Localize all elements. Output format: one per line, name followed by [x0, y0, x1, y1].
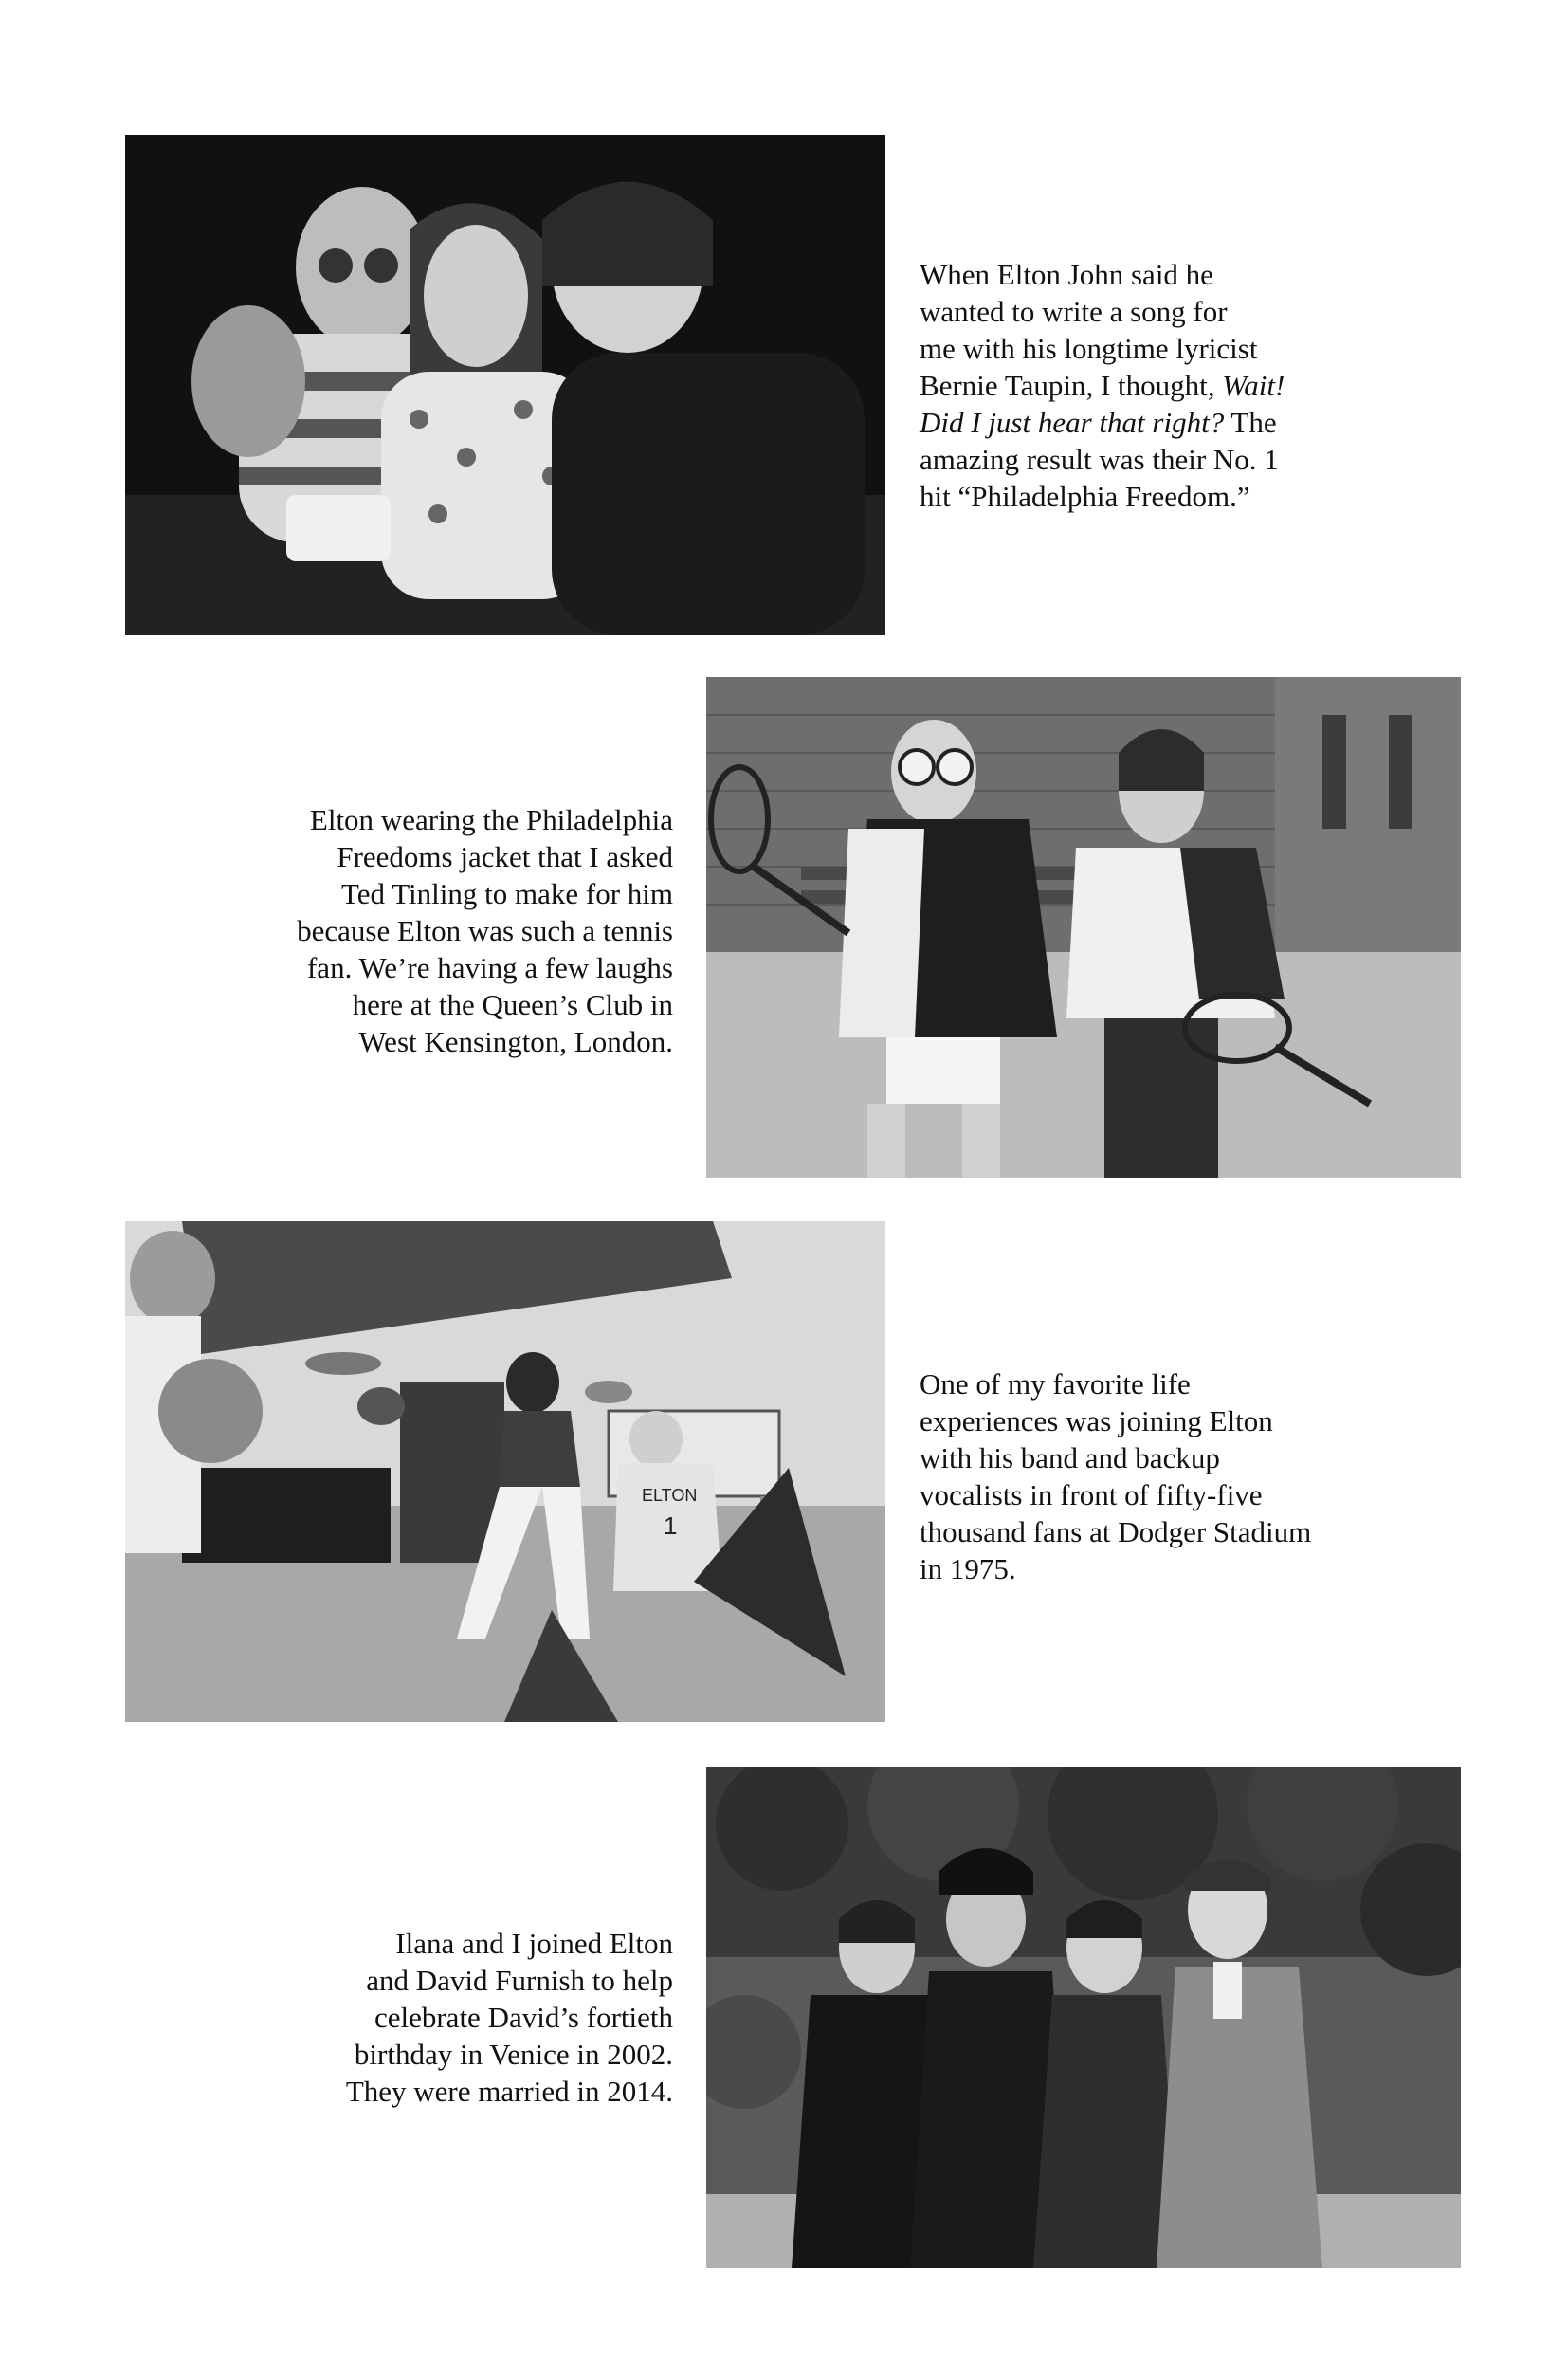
- caption-line: vocalists in front of fifty-five: [920, 1478, 1263, 1511]
- photo-venice-group: [706, 1767, 1461, 2268]
- caption-line: Elton wearing the Philadelphia: [309, 803, 673, 836]
- caption-line: celebrate David’s fortieth: [374, 2001, 673, 2034]
- caption-line: Ted Tinling to make for him: [340, 877, 673, 910]
- caption-line: When Elton John said he: [920, 258, 1213, 291]
- caption-line: wanted to write a song for: [920, 295, 1228, 328]
- caption-line: One of my favorite life: [920, 1367, 1191, 1401]
- jersey-number-text: 1: [664, 1511, 678, 1540]
- caption-line: Did I just hear that right? The: [920, 406, 1277, 439]
- photo-dodger-stadium-stage: [125, 1221, 885, 1722]
- caption-line: fan. We’re having a few laughs: [306, 951, 673, 984]
- caption-line: here at the Queen’s Club in: [352, 988, 673, 1021]
- caption-line: amazing result was their No. 1: [920, 443, 1279, 476]
- caption-line: experiences was joining Elton: [920, 1404, 1273, 1437]
- photo-queens-club-tennis: [706, 677, 1461, 1178]
- caption-line: Bernie Taupin, I thought, Wait!: [920, 369, 1285, 402]
- caption-line: with his band and backup: [920, 1441, 1220, 1474]
- caption-dodger-stadium: [920, 1365, 1412, 1587]
- caption-line: Freedoms jacket that I asked: [337, 840, 673, 873]
- caption-line: because Elton was such a tennis: [297, 914, 673, 947]
- caption-philadelphia-freedom: [920, 256, 1412, 515]
- caption-line: They were married in 2014.: [345, 2075, 673, 2108]
- caption-line: West Kensington, London.: [358, 1025, 673, 1058]
- caption-line: in 1975.: [920, 1552, 1016, 1585]
- caption-line: me with his longtime lyricist: [920, 332, 1258, 365]
- caption-line: hit “Philadelphia Freedom.”: [920, 480, 1250, 513]
- jersey-name-text: ELTON: [642, 1486, 698, 1505]
- caption-line: Ilana and I joined Elton: [395, 1927, 673, 1960]
- caption-queens-club: [190, 801, 673, 1060]
- caption-line: and David Furnish to help: [366, 1964, 673, 1997]
- caption-line: thousand fans at Dodger Stadium: [920, 1515, 1312, 1548]
- caption-line: birthday in Venice in 2002.: [354, 2038, 673, 2071]
- caption-venice: [228, 1925, 673, 2110]
- photo-elton-billie-bernie: [125, 135, 885, 635]
